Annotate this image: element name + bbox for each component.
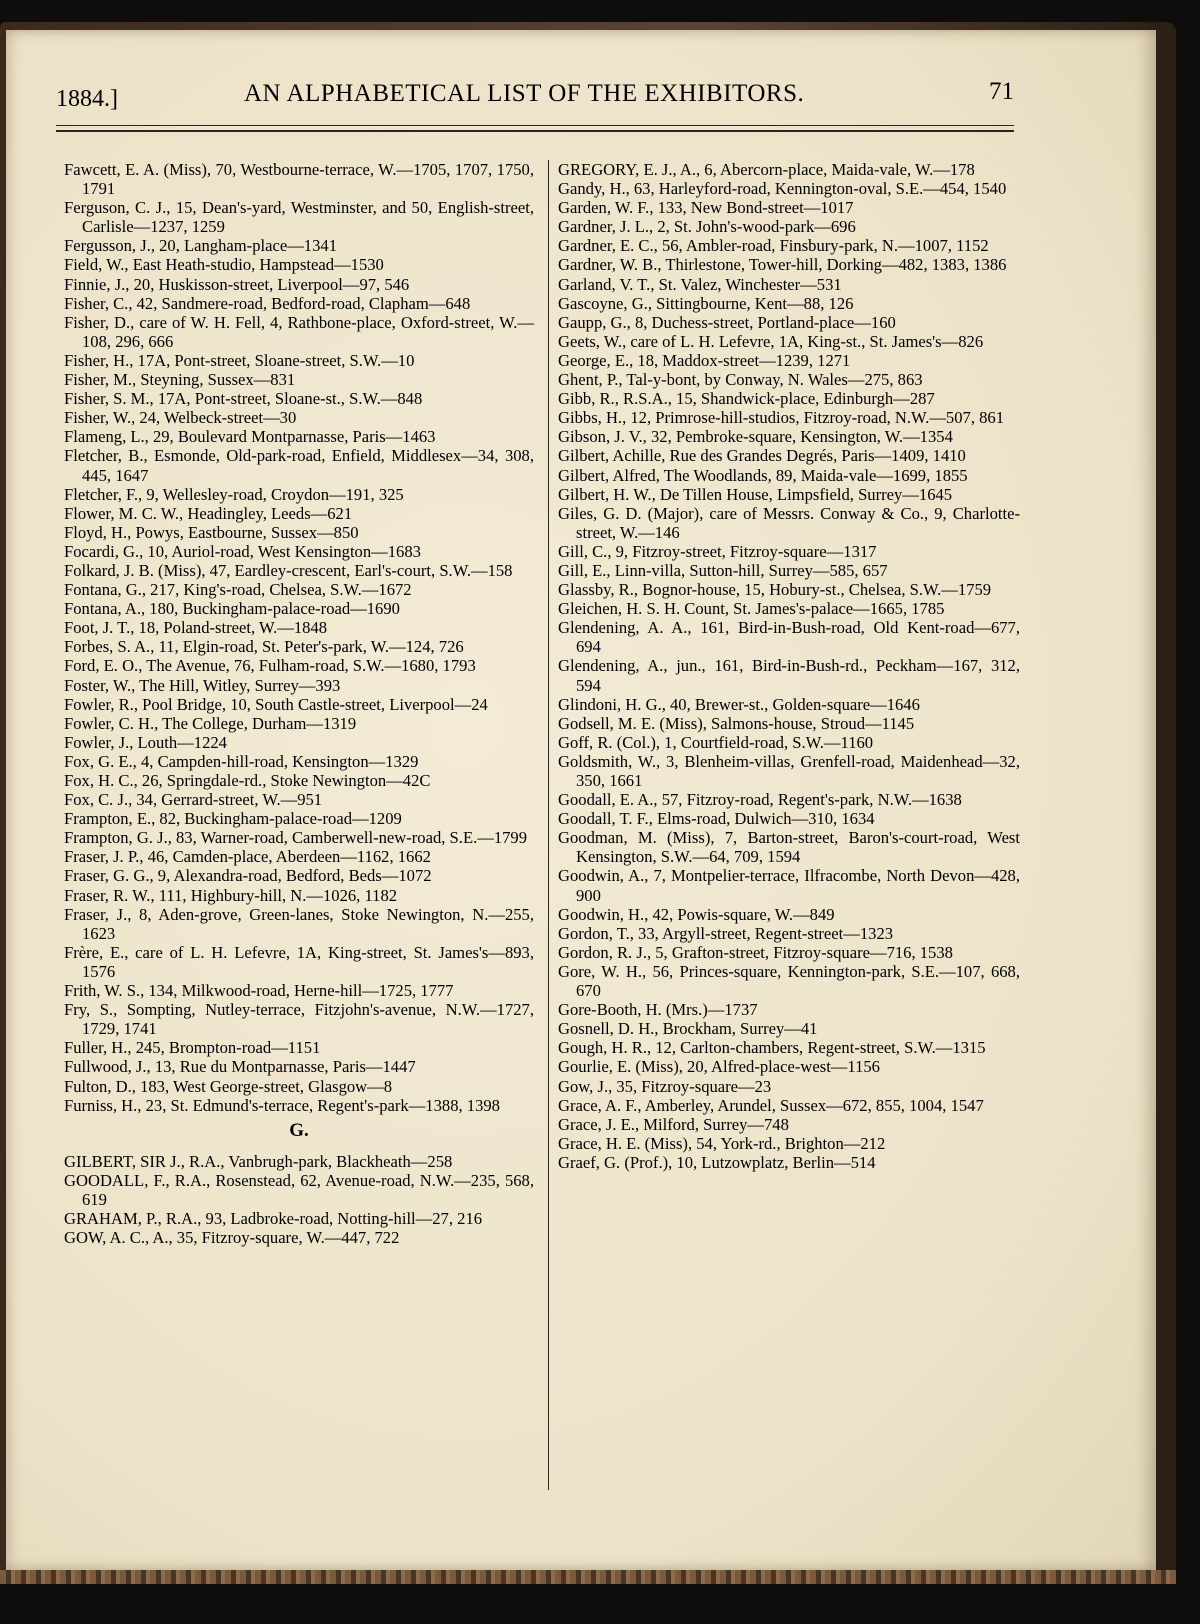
page-edge-bottom	[0, 1570, 1176, 1584]
exhibitor-entry: Fraser, G. G., 9, Alexandra-road, Bedford, Beds—1072	[64, 866, 432, 886]
exhibitor-entry: Giles, G. D. (Major), care of Messrs. Conway & Co., 9, Charlotte-street, W.—146	[558, 503, 1020, 542]
exhibitor-entry: Finnie, J., 20, Huskisson-street, Liverpool—97, 546	[64, 274, 410, 294]
exhibitor-entry: Gardner, J. L., 2, St. John's-wood-park—696	[558, 217, 856, 237]
left-column	[64, 160, 534, 1247]
exhibitor-entry: Fontana, A., 180, Buckingham-palace-road—1690	[64, 599, 400, 619]
exhibitor-entry: Godsell, M. E. (Miss), Salmons-house, Stroud—1145	[558, 713, 915, 733]
exhibitor-entry: Gibb, R., R.S.A., 15, Shandwick-place, Edinburgh—287	[558, 389, 935, 409]
exhibitor-entry: Fisher, W., 24, Welbeck-street—30	[64, 408, 297, 428]
exhibitor-entry: Fullwood, J., 13, Rue du Montparnasse, Paris—1447	[64, 1057, 416, 1077]
exhibitor-entry: Glendening, A. A., 161, Bird-in-Bush-road, Old Kent-road—677, 694	[558, 618, 1020, 657]
exhibitor-entry: Furniss, H., 23, St. Edmund's-terrace, Regent's-park—1388, 1398	[64, 1095, 500, 1115]
exhibitor-entry: Fraser, J., 8, Aden-grove, Green-lanes, Stoke Newington, N.—255, 1623	[64, 904, 534, 943]
exhibitor-entry: Garden, W. F., 133, New Bond-street—1017	[558, 198, 854, 218]
exhibitor-entry: Gibbs, H., 12, Primrose-hill-studios, Fitzroy-road, N.W.—507, 861	[558, 408, 1005, 428]
exhibitor-entry: Flameng, L., 29, Boulevard Montparnasse, Paris—1463	[64, 427, 436, 447]
exhibitor-entry: Forbes, S. A., 11, Elgin-road, St. Peter's-park, W.—124, 726	[64, 637, 464, 657]
exhibitor-entry: Gordon, T., 33, Argyll-street, Regent-street—1323	[558, 923, 894, 943]
exhibitor-entry: Glindoni, H. G., 40, Brewer-st., Golden-square—1646	[558, 694, 920, 714]
exhibitor-entry: Frampton, G. J., 83, Warner-road, Camberwell-new-road, S.E.—1799	[64, 828, 528, 848]
exhibitor-entry: Focardi, G., 10, Auriol-road, West Kensington—1683	[64, 541, 421, 561]
exhibitor-entry: Fowler, R., Pool Bridge, 10, South Castle-street, Liverpool—24	[64, 694, 488, 714]
exhibitor-entry: Gleichen, H. S. H. Count, St. James's-palace—1665, 1785	[558, 599, 945, 619]
exhibitor-entry: GOODALL, F., R.A., Rosenstead, 62, Avenue-road, N.W.—235, 568, 619	[64, 1170, 534, 1209]
exhibitor-entry: Fulton, D., 183, West George-street, Glasgow—8	[64, 1076, 393, 1096]
column-divider	[548, 160, 549, 1490]
exhibitor-entry: Gourlie, E. (Miss), 20, Alfred-place-west—1156	[558, 1057, 880, 1077]
page-header	[56, 74, 1014, 114]
exhibitor-entry: Glassby, R., Bognor-house, 15, Hobury-st., Chelsea, S.W.—1759	[558, 580, 992, 600]
exhibitor-entry: Goodwin, H., 42, Powis-square, W.—849	[558, 904, 835, 924]
exhibitor-entry: Gilbert, Achille, Rue des Grandes Degrés, Paris—1409, 1410	[558, 446, 966, 466]
exhibitor-entry: Fletcher, B., Esmonde, Old-park-road, Enfield, Middlesex—34, 308, 445, 1647	[64, 446, 534, 485]
exhibitor-entry: Grace, A. F., Amberley, Arundel, Sussex—672, 855, 1004, 1547	[558, 1095, 984, 1115]
exhibitor-entry: Folkard, J. B. (Miss), 47, Eardley-crescent, Earl's-court, S.W.—158	[64, 560, 513, 580]
exhibitor-entry: Foot, J. T., 18, Poland-street, W.—1848	[64, 618, 328, 638]
exhibitor-entry: Frère, E., care of L. H. Lefevre, 1A, King-street, St. James's—893, 1576	[64, 942, 534, 981]
exhibitor-entry: Fox, H. C., 26, Springdale-rd., Stoke Newington—42C	[64, 771, 431, 790]
exhibitor-entry: Geets, W., care of L. H. Lefevre, 1A, King-st., St. James's—826	[558, 331, 984, 351]
exhibitor-entry: Grace, H. E. (Miss), 54, York-rd., Brighton—212	[558, 1133, 886, 1153]
header-rule-thin	[56, 125, 1014, 126]
exhibitor-entry: Fletcher, F., 9, Wellesley-road, Croydon—191, 325	[64, 484, 404, 504]
exhibitor-entry: Gordon, R. J., 5, Grafton-street, Fitzroy-square—716, 1538	[558, 942, 953, 962]
exhibitor-entry: Gill, C., 9, Fitzroy-street, Fitzroy-square—1317	[558, 541, 877, 561]
exhibitor-entry: Gosnell, D. H., Brockham, Surrey—41	[558, 1019, 818, 1039]
exhibitor-entry: GOW, A. C., A., 35, Fitzroy-square, W.—447, 722	[64, 1228, 400, 1248]
exhibitor-entry: Goodwin, A., 7, Montpelier-terrace, Ilfracombe, North Devon—428, 900	[558, 866, 1020, 905]
exhibitor-entry: Gardner, E. C., 56, Ambler-road, Finsbury-park, N.—1007, 1152	[558, 236, 989, 256]
exhibitor-entry: Fawcett, E. A. (Miss), 70, Westbourne-terrace, W.—1705, 1707, 1750, 1791	[64, 160, 534, 199]
exhibitor-entry: Fuller, H., 245, Brompton-road—1151	[64, 1038, 321, 1058]
exhibitor-entry: Fisher, C., 42, Sandmere-road, Bedford-road, Clapham—648	[64, 293, 471, 313]
exhibitor-entry: Fox, C. J., 34, Gerrard-street, W.—951	[64, 790, 323, 810]
exhibitor-entry: Field, W., East Heath-studio, Hampstead—1530	[64, 255, 384, 275]
exhibitor-entry: Garland, V. T., St. Valez, Winchester—531	[558, 274, 842, 294]
page-number: 71	[989, 78, 1014, 105]
header-title: AN ALPHABETICAL LIST OF THE EXHIBITORS.	[244, 80, 805, 107]
exhibitor-entry: Ferguson, C. J., 15, Dean's-yard, Westminster, and 50, English-street, Carlisle—1237, 1259	[64, 198, 534, 237]
exhibitor-entry: Fergusson, J., 20, Langham-place—1341	[64, 236, 337, 256]
exhibitor-entry: Gore-Booth, H. (Mrs.)—1737	[558, 1000, 758, 1020]
exhibitor-entry: Ghent, P., Tal-y-bont, by Conway, N. Wales—275, 863	[558, 370, 923, 390]
exhibitor-entry: Goodall, E. A., 57, Fitzroy-road, Regent's-park, N.W.—1638	[558, 790, 962, 810]
exhibitor-entry: Graef, G. (Prof.), 10, Lutzowplatz, Berlin—514	[558, 1152, 876, 1172]
header-year: 1884.]	[56, 86, 118, 112]
exhibitor-entry: Flower, M. C. W., Headingley, Leeds—621	[64, 503, 353, 523]
exhibitor-entry: Gibson, J. V., 32, Pembroke-square, Kensington, W.—1354	[558, 427, 953, 447]
exhibitor-entry: GREGORY, E. J., A., 6, Abercorn-place, Maida-vale, W.—178	[558, 160, 975, 179]
exhibitor-entry: Fontana, G., 217, King's-road, Chelsea, S.W.—1672	[64, 580, 412, 600]
exhibitor-entry: Goldsmith, W., 3, Blenheim-villas, Grenfell-road, Maidenhead—32, 350, 1661	[558, 751, 1020, 790]
exhibitor-entry: Grace, J. E., Milford, Surrey—748	[558, 1114, 789, 1134]
exhibitor-entry: Floyd, H., Powys, Eastbourne, Sussex—850	[64, 522, 359, 542]
exhibitor-entry: Fry, S., Sompting, Nutley-terrace, Fitzjohn's-avenue, N.W.—1727, 1729, 1741	[64, 1000, 534, 1039]
exhibitor-entry: Gaupp, G., 8, Duchess-street, Portland-place—160	[558, 312, 896, 332]
exhibitor-entry: George, E., 18, Maddox-street—1239, 1271	[558, 350, 851, 370]
exhibitor-entry: Fraser, R. W., 111, Highbury-hill, N.—1026, 1182	[64, 885, 398, 905]
exhibitor-entry: Foster, W., The Hill, Witley, Surrey—393	[64, 675, 341, 695]
exhibitor-entry: Fowler, C. H., The College, Durham—1319	[64, 713, 357, 733]
exhibitor-entry: Fisher, M., Steyning, Sussex—831	[64, 370, 296, 390]
exhibitor-entry: Gardner, W. B., Thirlestone, Tower-hill, Dorking—482, 1383, 1386	[558, 255, 1007, 275]
exhibitor-entry: Fowler, J., Louth—1224	[64, 732, 227, 752]
exhibitor-entry: Frampton, E., 82, Buckingham-palace-road—1209	[64, 809, 402, 829]
exhibitor-entry: Goodall, T. F., Elms-road, Dulwich—310, 1634	[558, 809, 875, 829]
right-column	[558, 160, 1020, 1172]
exhibitor-entry: Fisher, D., care of W. H. Fell, 4, Rathbone-place, Oxford-street, W.—108, 296, 666	[64, 312, 534, 351]
exhibitor-entry: Ford, E. O., The Avenue, 76, Fulham-road, S.W.—1680, 1793	[64, 656, 476, 676]
exhibitor-entry: Gough, H. R., 12, Carlton-chambers, Regent-street, S.W.—1315	[558, 1038, 986, 1058]
exhibitor-entry: Gill, E., Linn-villa, Sutton-hill, Surrey—585, 657	[558, 560, 888, 580]
exhibitor-entry: Goodman, M. (Miss), 7, Barton-street, Baron's-court-road, West Kensington, S.W.—64, 709, 1594	[558, 828, 1020, 867]
exhibitor-entry: GRAHAM, P., R.A., 93, Ladbroke-road, Notting-hill—27, 216	[64, 1209, 483, 1229]
exhibitor-entry: Fisher, S. M., 17A, Pont-street, Sloane-st., S.W.—848	[64, 389, 423, 409]
exhibitor-entry: Goff, R. (Col.), 1, Courtfield-road, S.W.—1160	[558, 732, 874, 752]
exhibitor-entry: Frith, W. S., 134, Milkwood-road, Herne-hill—1725, 1777	[64, 981, 454, 1001]
exhibitor-entry: Gilbert, Alfred, The Woodlands, 89, Maida-vale—1699, 1855	[558, 465, 968, 485]
exhibitor-entry: Fisher, H., 17A, Pont-street, Sloane-street, S.W.—10	[64, 350, 415, 370]
exhibitor-entry: Glendening, A., jun., 161, Bird-in-Bush-rd., Peckham—167, 312, 594	[558, 656, 1020, 695]
header-rule-thick	[56, 130, 1014, 132]
exhibitor-entry: Gascoyne, G., Sittingbourne, Kent—88, 126	[558, 293, 854, 313]
exhibitor-entry: Gandy, H., 63, Harleyford-road, Kennington-oval, S.E.—454, 1540	[558, 179, 1007, 199]
exhibitor-entry: Gow, J., 35, Fitzroy-square—23	[558, 1076, 772, 1096]
exhibitor-entry: Fox, G. E., 4, Campden-hill-road, Kensington—1329	[64, 751, 419, 771]
exhibitor-entry: GILBERT, SIR J., R.A., Vanbrugh-park, Blackheath—258	[64, 1151, 453, 1171]
exhibitor-entry: Fraser, J. P., 46, Camden-place, Aberdeen—1162, 1662	[64, 847, 431, 867]
section-heading-g: G.	[289, 1119, 309, 1141]
exhibitor-entry: Gilbert, H. W., De Tillen House, Limpsfield, Surrey—1645	[558, 484, 953, 504]
exhibitor-entry: Gore, W. H., 56, Princes-square, Kennington-park, S.E.—107, 668, 670	[558, 961, 1020, 1001]
